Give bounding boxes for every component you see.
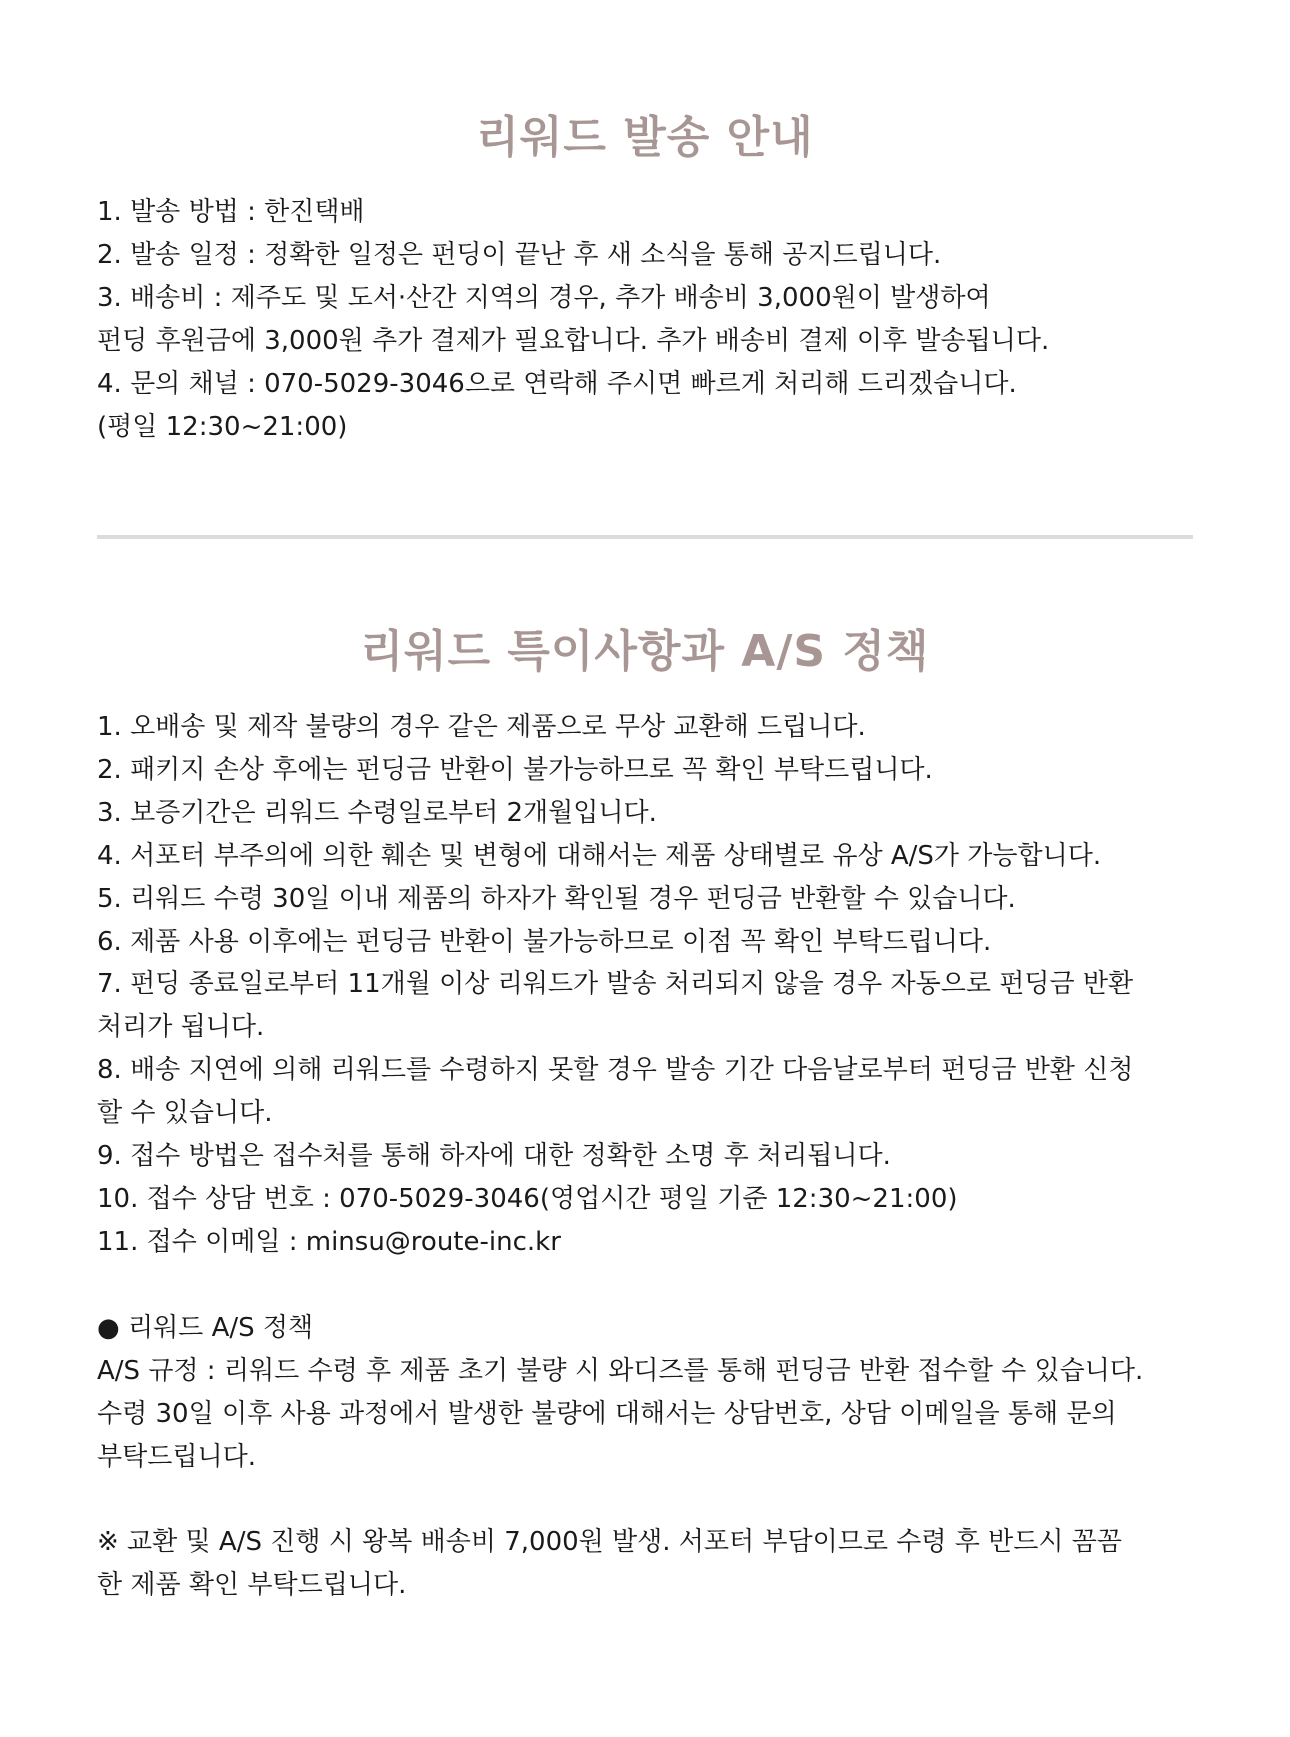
policy-item: 1. 오배송 및 제작 불량의 경우 같은 제품으로 무상 교환해 드립니다. — [97, 712, 866, 742]
shipping-title: 리워드 발송 안내 — [476, 112, 814, 163]
policy-item: 3. 보증기간은 리워드 수령일로부터 2개월입니다. — [97, 797, 657, 828]
note-line: ※ 교환 및 A/S 진행 시 왕복 배송비 7,000원 발생. 서포터 부담이므로 수령 후 반드시 꼼꼼 — [97, 1527, 1122, 1558]
spacer — [97, 1264, 1217, 1307]
as-policy-heading: ● 리워드 A/S 정책 — [97, 1312, 314, 1343]
shipping-line: 2. 발송 일정 : 정확한 일정은 펀딩이 끝난 후 새 소식을 통해 공지드립니다. — [97, 240, 942, 270]
policy-item: 9. 접수 방법은 접수처를 통해 하자에 대한 정확한 소명 후 처리됩니다. — [97, 1141, 891, 1172]
policy-item: 7. 펀딩 종료일로부터 11개월 이상 리워드가 발송 처리되지 않을 경우 자동으로 펀딩금 반환 — [97, 969, 1134, 1000]
policy-item: 11. 접수 이메일 : minsu@route-inc.kr — [97, 1226, 561, 1257]
shipping-line: 펀딩 후원금에 3,000원 추가 결제가 필요합니다. 추가 배송비 결제 이후 발송됩니다. — [97, 326, 1050, 356]
policy-list — [97, 706, 1217, 1607]
policy-item: 처리가 됩니다. — [97, 1012, 265, 1043]
shipping-line: 1. 발송 방법 : 한진택배 — [97, 197, 365, 227]
shipping-info-list — [97, 191, 1217, 449]
policy-item: 6. 제품 사용 이후에는 펀딩금 반환이 불가능하므로 이점 꼭 확인 부탁드립니다. — [97, 926, 992, 957]
policy-item: 10. 접수 상담 번호 : 070-5029-3046(영업시간 평일 기준 12:30~21:00) — [97, 1183, 958, 1214]
note-line: 한 제품 확인 부탁드립니다. — [97, 1570, 407, 1601]
as-policy-line: A/S 규정 : 리워드 수령 후 제품 초기 불량 시 와디즈를 통해 펀딩금 반환 접수할 수 있습니다. — [97, 1355, 1144, 1386]
policy-item: 4. 서포터 부주의에 의한 훼손 및 변형에 대해서는 제품 상태별로 유상 A/S가 가능합니다. — [97, 840, 1102, 871]
shipping-line: (평일 12:30~21:00) — [97, 412, 348, 442]
shipping-line: 4. 문의 채널 : 070-5029-3046으로 연락해 주시면 빠르게 처리해 드리겠습니다. — [97, 369, 1017, 399]
as-policy-line: 부탁드립니다. — [97, 1441, 256, 1472]
policy-item: 8. 배송 지연에 의해 리워드를 수령하지 못할 경우 발송 기간 다음날로부터 펀딩금 반환 신청 — [97, 1055, 1134, 1086]
policy-item: 2. 패키지 손상 후에는 펀딩금 반환이 불가능하므로 꼭 확인 부탁드립니다. — [97, 754, 933, 785]
section-divider — [97, 535, 1193, 539]
spacer — [97, 1478, 1217, 1521]
as-policy-line: 수령 30일 이후 사용 과정에서 발생한 불량에 대해서는 상담번호, 상담 이메일을 통해 문의 — [97, 1398, 1117, 1429]
policy-title: 리워드 특이사항과 A/S 정책 — [360, 626, 930, 677]
policy-item: 할 수 있습니다. — [97, 1098, 273, 1129]
policy-item: 5. 리워드 수령 30일 이내 제품의 하자가 확인될 경우 펀딩금 반환할 수 있습니다. — [97, 883, 1016, 914]
shipping-line: 3. 배송비 : 제주도 및 도서·산간 지역의 경우, 추가 배송비 3,000원이 발생하여 — [97, 283, 991, 313]
